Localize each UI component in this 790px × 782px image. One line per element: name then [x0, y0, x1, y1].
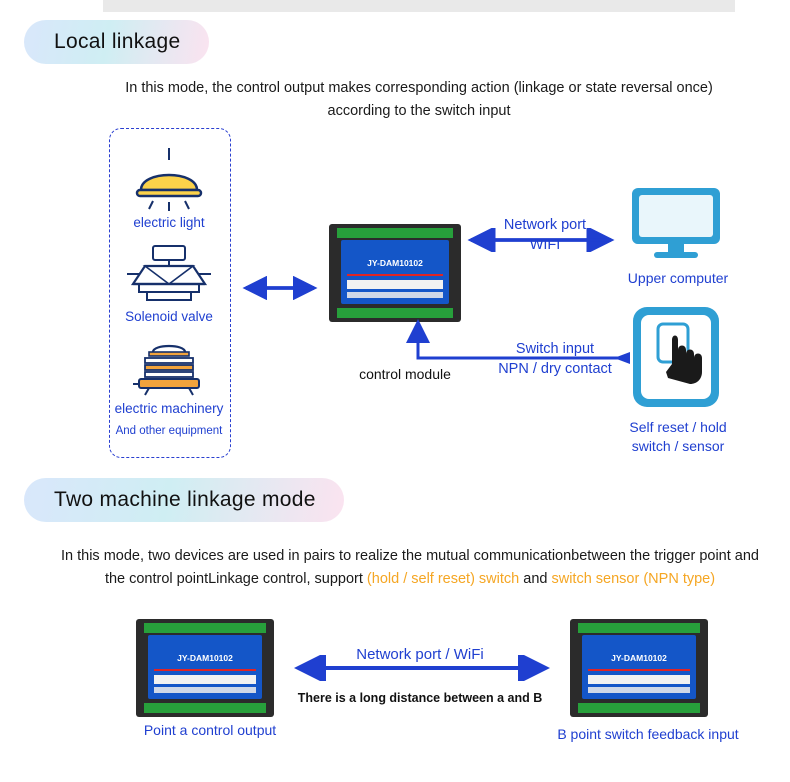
two-machine-desc-part2: and [519, 571, 552, 587]
device-pcb [582, 635, 696, 699]
device-model-label: JY-DAM10102 [367, 258, 423, 268]
device-pcb-line [347, 274, 443, 276]
device-pcb-band2 [588, 687, 690, 693]
network-wifi-label: Network port / WiFi [356, 646, 484, 663]
switch-sensor [632, 306, 720, 408]
switch-sensor-label: Self reset / hold switch / sensor [629, 419, 727, 454]
device-terminal-strip-bottom [144, 703, 266, 713]
network-port-label: Network port WIFI [503, 217, 587, 253]
device-pcb-line [154, 669, 256, 671]
point-a-caption: Point a control output [143, 722, 277, 738]
equipment-label: electric light [133, 215, 205, 230]
device-terminal-strip-bottom [578, 703, 700, 713]
section-pill-local-linkage [24, 20, 209, 64]
section-title-local-linkage: Local linkage [54, 30, 181, 53]
device-model-label: JY-DAM10102 [177, 653, 233, 663]
device-pcb-band2 [154, 687, 256, 693]
device-point-a [136, 619, 274, 717]
equipment-electric-machinery [109, 340, 229, 417]
switch-input-label: Switch input NPN / dry contact [498, 341, 612, 377]
upper-computer-label: Upper computer [627, 270, 729, 286]
device-terminal-strip-bottom [337, 308, 453, 318]
electric-light-icon [109, 146, 229, 212]
device-pcb-band [154, 675, 256, 684]
arrow-equipment-module [236, 276, 324, 300]
device-pcb-band2 [347, 292, 443, 298]
device-pcb-band [347, 280, 443, 289]
device-pcb-band [588, 675, 690, 684]
point-b-caption: B point switch feedback input [557, 726, 739, 742]
electric-machinery-icon [109, 340, 229, 398]
top-strip [103, 0, 735, 12]
device-terminal-strip-top [144, 623, 266, 633]
local-linkage-description: In this mode, the control output makes corresponding action (linkage or state reversal once) according to the switch input [125, 80, 713, 119]
touch-switch-icon [632, 306, 720, 408]
equipment-label: electric machinery [114, 401, 224, 416]
two-machine-desc-part1: In this mode, two devices are used in pairs to realize the mutual communicationbetween the trigger point and the control pointLinkage control, support [61, 548, 759, 587]
section-pill-two-machine-linkage [24, 478, 344, 522]
device-model-label: JY-DAM10102 [611, 653, 667, 663]
equipment-label: Solenoid valve [125, 309, 213, 324]
section-title-two-machine: Two machine linkage mode [54, 488, 316, 511]
device-terminal-strip-top [578, 623, 700, 633]
control-module-caption: control module [359, 366, 451, 382]
distance-note-label: There is a long distance between a and B [297, 691, 543, 705]
device-terminal-strip-top [337, 228, 453, 238]
equipment-electric-light [109, 146, 229, 231]
equipment-footnote: And other equipment [115, 425, 223, 437]
equipment-solenoid-valve [109, 244, 229, 325]
device-pcb [148, 635, 262, 699]
device-pcb [341, 240, 449, 304]
two-machine-highlight-2: switch sensor (NPN type) [551, 571, 716, 587]
device-pcb-line [588, 669, 690, 671]
device-point-b [570, 619, 708, 717]
upper-computer [630, 186, 722, 262]
monitor-icon [630, 186, 722, 262]
two-machine-description [60, 545, 760, 591]
two-machine-highlight-1: (hold / self reset) switch [366, 571, 520, 587]
device-control-module [329, 224, 461, 322]
solenoid-valve-icon [109, 244, 229, 306]
